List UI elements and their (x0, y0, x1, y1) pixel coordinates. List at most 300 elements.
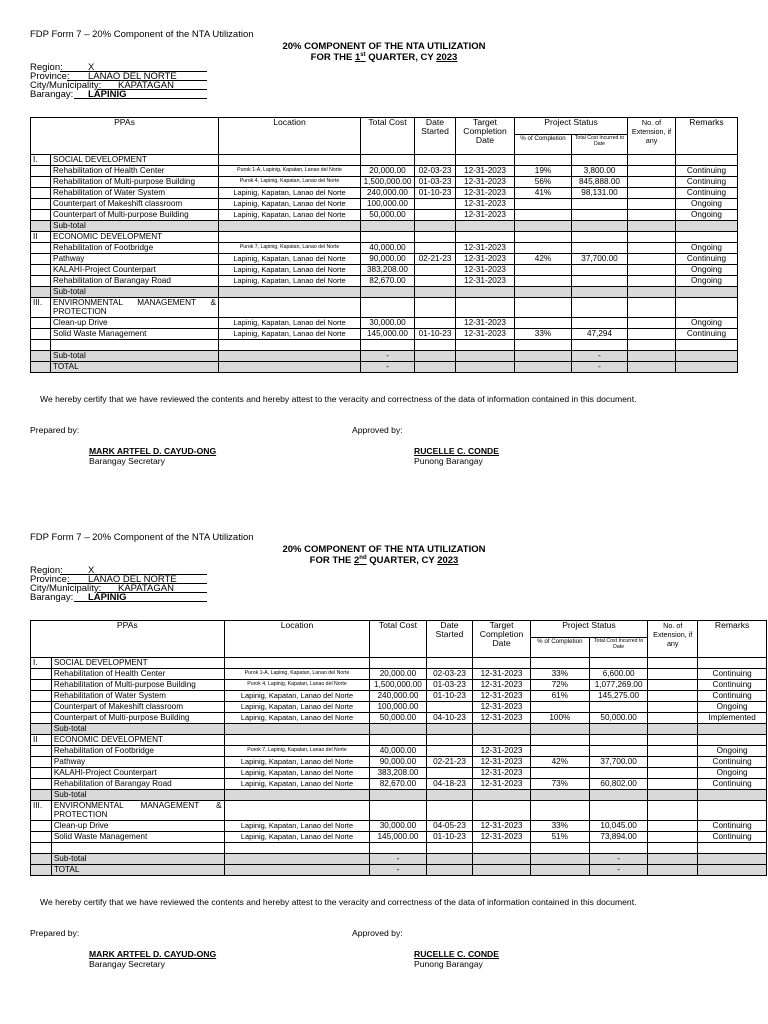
empty-cell (426, 735, 473, 746)
approver-name: RUCELLE C. CONDE (414, 949, 499, 959)
empty-cell (530, 724, 589, 735)
total-cost-cell: 40,000.00 (370, 746, 426, 757)
region-field: X (60, 63, 207, 72)
empty-cell (224, 735, 370, 746)
empty-cell (31, 854, 52, 865)
empty-cell (31, 276, 51, 287)
total-cost-cell: 100,000.00 (361, 199, 415, 210)
table-row (31, 243, 738, 254)
empty-cell (456, 221, 515, 232)
category-row (31, 298, 738, 318)
total-cost-cell (370, 724, 426, 735)
empty-cell (219, 232, 361, 243)
empty-cell (31, 210, 51, 221)
empty-cell (473, 735, 530, 746)
province-label: Province: (30, 71, 70, 82)
empty-cell (648, 724, 698, 735)
empty-cell (628, 221, 676, 232)
preparer-signature (89, 949, 216, 969)
empty-cell (456, 362, 515, 373)
subtotal-row (31, 221, 738, 232)
empty-cell (530, 843, 589, 854)
date-started-cell: 04-10-23 (426, 713, 473, 724)
extension-cell (628, 265, 676, 276)
cost-incurred-cell (572, 276, 628, 287)
location-cell: Lapinig, Kapatan, Lanao del Norte (224, 713, 370, 724)
empty-cell (698, 843, 767, 854)
total-cost-cell: 383,208.00 (370, 768, 426, 779)
cost-incurred-cell (572, 221, 628, 232)
ppa-name: Counterpart of Multi-purpose Building (51, 210, 219, 221)
cost-incurred-cell (572, 199, 628, 210)
cost-incurred-cell (572, 265, 628, 276)
total-cost-cell: 50,000.00 (370, 713, 426, 724)
target-date-cell: 12-31-2023 (456, 210, 515, 221)
empty-cell (676, 232, 738, 243)
table-row (31, 318, 738, 329)
location-cell: Lapinig, Kapatan, Lanao del Norte (219, 254, 361, 265)
approver-name: RUCELLE C. CONDE (414, 446, 499, 456)
total-cost-cell: 40,000.00 (361, 243, 415, 254)
location-cell: Lapinig, Kapatan, Lanao del Norte (219, 276, 361, 287)
empty-cell (219, 287, 361, 298)
date-started-cell (415, 318, 456, 329)
empty-cell (31, 329, 51, 340)
pct-completion-cell (515, 199, 572, 210)
ppa-name: Rehabilitation of Barangay Road (51, 276, 219, 287)
total-cost-cell (361, 287, 415, 298)
pct-completion-cell (530, 702, 589, 713)
header-ppas: PPAs (31, 118, 219, 155)
category-name: ECONOMIC DEVELOPMENT (51, 735, 224, 746)
cost-incurred-cell (589, 768, 647, 779)
empty-cell (415, 351, 456, 362)
subtotal-row (31, 351, 738, 362)
header-target-completion: Target Completion Date (456, 118, 515, 155)
cost-incurred-cell (589, 702, 647, 713)
target-date-cell: 12-31-2023 (456, 318, 515, 329)
empty-cell (31, 790, 52, 801)
ppa-name: Solid Waste Management (51, 329, 219, 340)
empty-cell (473, 801, 530, 821)
header-project-status: Project Status (515, 118, 628, 135)
empty-cell (473, 854, 530, 865)
city-label: City/Municipality: (30, 80, 102, 91)
empty-cell (31, 779, 52, 790)
location-cell: Lapinig, Kapatan, Lanao del Norte (224, 702, 370, 713)
table-row (31, 713, 767, 724)
empty-cell (224, 790, 370, 801)
empty-cell (676, 340, 738, 351)
location-cell: Purok 1-A, Lapinig, Kapatan, Lanao del Norte (219, 166, 361, 177)
location-cell: Purok 7, Lapinig, Kapatan, Lanao del Norte (224, 746, 370, 757)
pct-completion-cell: 51% (530, 832, 589, 843)
empty-cell (31, 680, 52, 691)
report-subtitle: FOR THE 1st QUARTER, CY 2023 (310, 52, 458, 64)
location-cell: Purok 1-A, Lapinig, Kapatan, Lanao del Norte (224, 669, 370, 680)
total-cost-cell: 20,000.00 (361, 166, 415, 177)
empty-cell (31, 713, 52, 724)
province-field: LANAO DEL NORTE (67, 575, 207, 584)
total-cost-cell: - (361, 351, 415, 362)
empty-cell (589, 843, 647, 854)
empty-cell (698, 724, 767, 735)
pct-completion-cell: 33% (530, 669, 589, 680)
approver-title: Punong Barangay (414, 959, 483, 969)
city-label: City/Municipality: (30, 583, 102, 594)
date-started-cell: 01-10-23 (426, 691, 473, 702)
table-row (31, 702, 767, 713)
date-started-cell: 04-05-23 (426, 821, 473, 832)
empty-cell (676, 287, 738, 298)
empty-cell (31, 221, 51, 232)
remarks-cell: Continuing (676, 177, 738, 188)
cost-incurred-cell: 73,894.00 (589, 832, 647, 843)
empty-cell (648, 790, 698, 801)
remarks-cell: Continuing (698, 832, 767, 843)
empty-cell (31, 821, 52, 832)
empty-cell (676, 362, 738, 373)
empty-cell (31, 832, 52, 843)
cost-incurred-cell: 37,700.00 (589, 757, 647, 768)
date-started-cell (415, 276, 456, 287)
extension-cell (628, 254, 676, 265)
target-date-cell: 12-31-2023 (473, 746, 530, 757)
cost-incurred-cell (572, 318, 628, 329)
category-number: II (31, 735, 52, 746)
empty-cell (698, 801, 767, 821)
pct-completion-cell (515, 210, 572, 221)
target-date-cell: 12-31-2023 (473, 669, 530, 680)
total-cost-cell: 90,000.00 (361, 254, 415, 265)
preparer-title: Barangay Secretary (89, 959, 165, 969)
cost-incurred-cell: - (572, 362, 628, 373)
table-row (31, 166, 738, 177)
form-label: FDP Form 7 – 20% Component of the NTA Utilization (30, 29, 254, 40)
blank-row (31, 340, 738, 351)
empty-cell (698, 790, 767, 801)
empty-cell (415, 232, 456, 243)
pct-completion-cell (515, 318, 572, 329)
province-field: LANAO DEL NORTE (67, 72, 207, 81)
total-cost-cell: 100,000.00 (370, 702, 426, 713)
total-cost-cell: - (361, 362, 415, 373)
empty-cell (515, 232, 572, 243)
remarks-cell: Continuing (698, 669, 767, 680)
empty-cell (51, 340, 219, 351)
empty-cell (415, 221, 456, 232)
category-number: II (31, 232, 51, 243)
target-date-cell: 12-31-2023 (473, 768, 530, 779)
empty-cell (473, 790, 530, 801)
table-row (31, 177, 738, 188)
ppa-name: Clean-up Drive (51, 318, 219, 329)
target-date-cell: 12-31-2023 (456, 265, 515, 276)
target-date-cell: 12-31-2023 (456, 276, 515, 287)
subtotal-row (31, 287, 738, 298)
total-cost-cell: 240,000.00 (361, 188, 415, 199)
empty-cell (648, 735, 698, 746)
table-row (31, 768, 767, 779)
total-cost-cell: 145,000.00 (361, 329, 415, 340)
ppa-name: KALAHI-Project Counterpart (51, 768, 224, 779)
header-date-started: Date Started (426, 621, 473, 658)
subtotal-row (31, 854, 767, 865)
empty-cell (473, 843, 530, 854)
report-section-q1 (0, 0, 768, 500)
ppa-name: Rehabilitation of Water System (51, 188, 219, 199)
empty-cell (31, 188, 51, 199)
empty-cell (456, 232, 515, 243)
empty-cell (31, 768, 52, 779)
cost-incurred-cell: 50,000.00 (589, 713, 647, 724)
cost-incurred-cell: - (572, 351, 628, 362)
remarks-cell: Continuing (676, 188, 738, 199)
empty-cell (361, 232, 415, 243)
extension-cell (648, 669, 698, 680)
location-cell: Lapinig, Kapatan, Lanao del Norte (224, 832, 370, 843)
remarks-cell: Continuing (698, 691, 767, 702)
category-number: I. (31, 658, 52, 669)
header-target-completion: Target Completion Date (473, 621, 530, 658)
empty-cell (31, 669, 52, 680)
empty-cell (31, 843, 52, 854)
remarks-cell: Ongoing (676, 199, 738, 210)
remarks-cell: Continuing (698, 821, 767, 832)
barangay-field: LAPINIG (74, 90, 207, 99)
empty-cell (628, 287, 676, 298)
category-number: I. (31, 155, 51, 166)
total-cost-cell: 20,000.00 (370, 669, 426, 680)
empty-cell (473, 865, 530, 876)
category-name: ECONOMIC DEVELOPMENT (51, 232, 219, 243)
extension-cell (648, 702, 698, 713)
header-location: Location (224, 621, 370, 658)
empty-cell (456, 287, 515, 298)
province-label: Province: (30, 574, 70, 585)
table-row (31, 779, 767, 790)
city-field: KAPATAGAN (97, 584, 207, 593)
table-row (31, 691, 767, 702)
empty-cell (530, 865, 589, 876)
empty-cell (224, 865, 370, 876)
empty-cell (628, 155, 676, 166)
table-row (31, 669, 767, 680)
blank-row (31, 843, 767, 854)
utilization-table (30, 620, 767, 876)
date-started-cell: 01-03-23 (426, 680, 473, 691)
date-started-cell: 02-21-23 (415, 254, 456, 265)
total-cost-cell: 90,000.00 (370, 757, 426, 768)
header-cost-incurred: Total Cost Incurred to Date (589, 637, 647, 657)
date-started-cell (415, 199, 456, 210)
header-total-cost: Total Cost (370, 621, 426, 658)
date-started-cell: 01-03-23 (415, 177, 456, 188)
table-row (31, 188, 738, 199)
cost-incurred-cell: - (589, 865, 647, 876)
city-field: KAPATAGAN (97, 81, 207, 90)
total-cost-cell: 50,000.00 (361, 210, 415, 221)
category-name: ENVIRONMENTAL MANAGEMENT & PROTECTION (51, 298, 219, 318)
cost-incurred-cell: 1,077,269.00 (589, 680, 647, 691)
pct-completion-cell (515, 243, 572, 254)
total-cost-cell: 1,500,000.00 (361, 177, 415, 188)
empty-cell (31, 351, 51, 362)
total-cost-cell: 82,670.00 (361, 276, 415, 287)
remarks-cell: Ongoing (676, 318, 738, 329)
table-row (31, 680, 767, 691)
pct-completion-cell (515, 276, 572, 287)
cost-incurred-cell (589, 790, 647, 801)
header-extension: No. of Extension, if any (628, 118, 676, 155)
empty-cell (515, 155, 572, 166)
empty-cell (473, 724, 530, 735)
cost-incurred-cell: 3,800.00 (572, 166, 628, 177)
subtotal-label: Sub-total (51, 790, 224, 801)
approver-signature (414, 446, 499, 466)
extension-cell (648, 757, 698, 768)
extension-cell (628, 318, 676, 329)
location-cell: Lapinig, Kapatan, Lanao del Norte (219, 188, 361, 199)
empty-cell (219, 155, 361, 166)
empty-cell (370, 801, 426, 821)
approver-title: Punong Barangay (414, 456, 483, 466)
remarks-cell: Ongoing (698, 702, 767, 713)
remarks-cell: Ongoing (676, 210, 738, 221)
empty-cell (628, 298, 676, 318)
empty-cell (31, 865, 52, 876)
pct-completion-cell: 42% (515, 254, 572, 265)
empty-cell (530, 854, 589, 865)
cost-incurred-cell: 47,294 (572, 329, 628, 340)
empty-cell (589, 658, 647, 669)
total-label: TOTAL (51, 865, 224, 876)
category-name: SOCIAL DEVELOPMENT (51, 658, 224, 669)
empty-cell (698, 865, 767, 876)
total-cost-cell: 383,208.00 (361, 265, 415, 276)
total-cost-cell: - (370, 854, 426, 865)
empty-cell (31, 746, 52, 757)
header-project-status: Project Status (530, 621, 648, 638)
extension-cell (648, 768, 698, 779)
cost-incurred-cell: 37,700.00 (572, 254, 628, 265)
empty-cell (572, 340, 628, 351)
empty-cell (224, 658, 370, 669)
total-cost-cell: 30,000.00 (370, 821, 426, 832)
report-title: 20% COMPONENT OF THE NTA UTILIZATION (282, 544, 486, 555)
ppa-name: Rehabilitation of Multi-purpose Building (51, 177, 219, 188)
empty-cell (31, 318, 51, 329)
location-cell: Lapinig, Kapatan, Lanao del Norte (219, 318, 361, 329)
cost-incurred-cell: 845,888.00 (572, 177, 628, 188)
empty-cell (31, 757, 52, 768)
preparer-signature (89, 446, 216, 466)
empty-cell (31, 362, 51, 373)
remarks-cell: Continuing (676, 166, 738, 177)
extension-cell (628, 188, 676, 199)
extension-cell (648, 821, 698, 832)
pct-completion-cell (530, 746, 589, 757)
remarks-cell: Implemented (698, 713, 767, 724)
empty-cell (31, 254, 51, 265)
target-date-cell: 12-31-2023 (473, 680, 530, 691)
extension-cell (648, 713, 698, 724)
remarks-cell: Ongoing (698, 746, 767, 757)
empty-cell (530, 735, 589, 746)
empty-cell (648, 658, 698, 669)
pct-completion-cell: 73% (530, 779, 589, 790)
target-date-cell: 12-31-2023 (456, 329, 515, 340)
cost-incurred-cell: 10,045.00 (589, 821, 647, 832)
target-date-cell: 12-31-2023 (456, 199, 515, 210)
ppa-name: Solid Waste Management (51, 832, 224, 843)
empty-cell (426, 724, 473, 735)
table-row (31, 276, 738, 287)
empty-cell (698, 735, 767, 746)
target-date-cell: 12-31-2023 (456, 188, 515, 199)
target-date-cell: 12-31-2023 (473, 821, 530, 832)
preparer-title: Barangay Secretary (89, 456, 165, 466)
extension-cell (628, 177, 676, 188)
report-subtitle: FOR THE 2nd QUARTER, CY 2023 (309, 555, 459, 567)
cost-incurred-cell: 145,275.00 (589, 691, 647, 702)
extension-cell (648, 746, 698, 757)
target-date-cell: 12-31-2023 (456, 243, 515, 254)
location-cell: Lapinig, Kapatan, Lanao del Norte (224, 821, 370, 832)
empty-cell (572, 155, 628, 166)
remarks-cell: Continuing (698, 680, 767, 691)
empty-cell (456, 298, 515, 318)
empty-cell (648, 865, 698, 876)
extension-cell (648, 680, 698, 691)
location-cell: Lapinig, Kapatan, Lanao del Norte (224, 768, 370, 779)
subtotal-label: Sub-total (51, 351, 219, 362)
ppa-name: Rehabilitation of Multi-purpose Building (51, 680, 224, 691)
category-row (31, 735, 767, 746)
total-cost-cell: 1,500,000.00 (370, 680, 426, 691)
extension-cell (648, 832, 698, 843)
date-started-cell (426, 746, 473, 757)
empty-cell (31, 199, 51, 210)
pct-completion-cell (530, 768, 589, 779)
ppa-name: Counterpart of Makeshift classroom (51, 702, 224, 713)
extension-cell (628, 210, 676, 221)
empty-cell (31, 243, 51, 254)
empty-cell (648, 801, 698, 821)
empty-cell (456, 340, 515, 351)
remarks-cell: Continuing (698, 779, 767, 790)
table-row (31, 757, 767, 768)
location-cell: Lapinig, Kapatan, Lanao del Norte (219, 199, 361, 210)
report-title: 20% COMPONENT OF THE NTA UTILIZATION (282, 41, 486, 52)
remarks-cell: Continuing (676, 329, 738, 340)
empty-cell (224, 843, 370, 854)
header-total-cost: Total Cost (361, 118, 415, 155)
cost-incurred-cell: - (589, 854, 647, 865)
date-started-cell (415, 265, 456, 276)
category-row (31, 801, 767, 821)
target-date-cell: 12-31-2023 (473, 779, 530, 790)
empty-cell (361, 340, 415, 351)
ppa-name: Counterpart of Multi-purpose Building (51, 713, 224, 724)
total-cost-cell: - (370, 865, 426, 876)
date-started-cell: 04-18-23 (426, 779, 473, 790)
empty-cell (370, 658, 426, 669)
target-date-cell: 12-31-2023 (473, 691, 530, 702)
target-date-cell: 12-31-2023 (473, 713, 530, 724)
cost-incurred-cell (572, 287, 628, 298)
empty-cell (456, 155, 515, 166)
